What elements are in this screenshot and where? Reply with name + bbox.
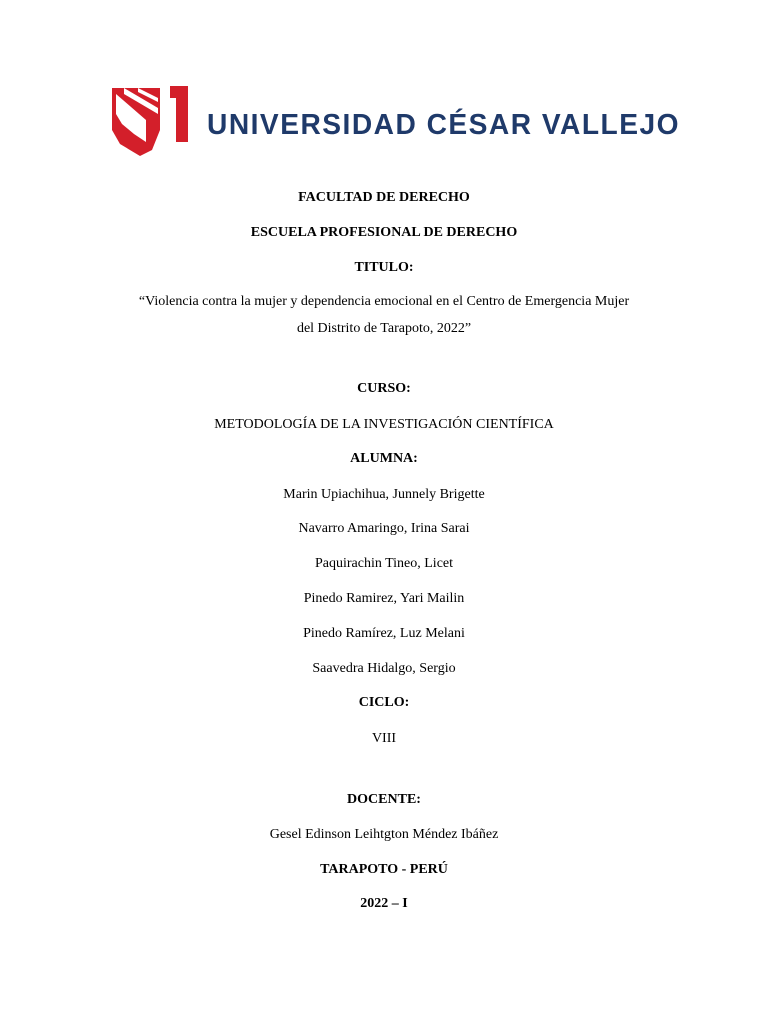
course-name: METODOLOGÍA DE LA INVESTIGACIÓN CIENTÍFICA: [214, 417, 554, 432]
faculty-heading: FACULTAD DE DERECHO: [298, 190, 470, 205]
student-name: Pinedo Ramirez, Yari Mailin: [303, 591, 465, 606]
student-name: Navarro Amaringo, Irina Sarai: [298, 521, 470, 536]
student-name: Marin Upiachihua, Junnely Brigette: [283, 487, 485, 502]
university-logo-graphic: [110, 84, 680, 158]
shield-icon: [112, 86, 188, 156]
university-logo: [110, 84, 680, 158]
thesis-title-line-1: “Violencia contra la mujer y dependencia emocional en el Centro de Emergencia Mujer: [138, 294, 630, 309]
academic-year: 2022 – I: [360, 896, 408, 911]
title-label: TITULO:: [354, 260, 414, 275]
student-name: Paquirachin Tineo, Licet: [314, 556, 454, 571]
location: TARAPOTO - PERÚ: [320, 862, 448, 877]
school-heading: ESCUELA PROFESIONAL DE DERECHO: [250, 225, 518, 240]
course-label: CURSO:: [357, 381, 411, 396]
cycle-label: CICLO:: [358, 695, 410, 710]
thesis-title-line-2: del Distrito de Tarapoto, 2022”: [296, 321, 472, 336]
cycle-value: VIII: [371, 731, 397, 746]
student-name: Saavedra Hidalgo, Sergio: [312, 661, 456, 676]
students-label: ALUMNA:: [350, 451, 418, 466]
university-name-text: UNIVERSIDAD CÉSAR VALLEJO: [207, 109, 680, 141]
teacher-label: DOCENTE:: [347, 792, 421, 807]
student-name: Pinedo Ramírez, Luz Melani: [303, 626, 465, 641]
teacher-name: Gesel Edinson Leihtgton Méndez Ibáñez: [269, 827, 499, 842]
